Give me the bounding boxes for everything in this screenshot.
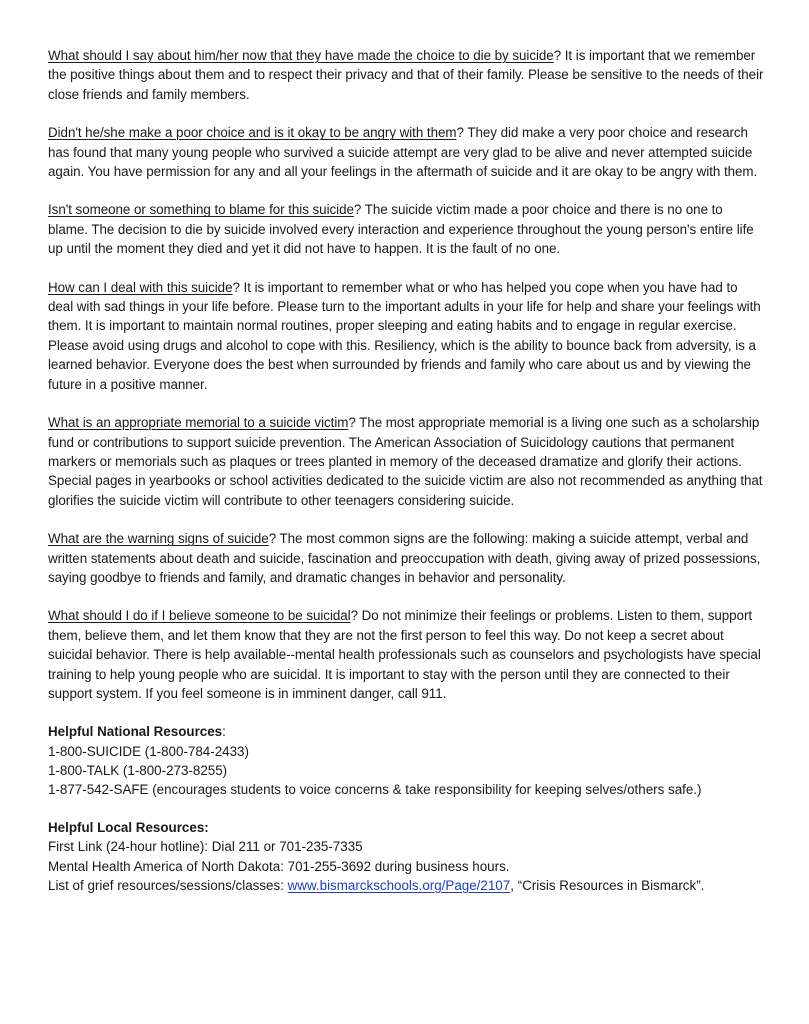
faq-question: How can I deal with this suicide: [48, 279, 233, 295]
national-resource-line: 1-877-542-SAFE (encourages students to voice concerns & take responsibility for keeping selves/others safe.): [48, 781, 702, 797]
faq-item: [48, 413, 764, 510]
grief-resources-line: [48, 876, 764, 895]
faq-question: What should I do if I believe someone to be suicidal: [48, 608, 351, 624]
bismarck-schools-link[interactable]: www.bismarckschools.org/Page/2107: [287, 877, 511, 893]
national-resources-section: [48, 722, 764, 799]
grief-resources-prefix: List of grief resources/sessions/classes:: [48, 877, 288, 893]
local-resource-line: Mental Health America of North Dakota: 701-255-3692 during business hours.: [48, 858, 510, 874]
local-resource-line: First Link (24-hour hotline): Dial 211 or 701-235-7335: [48, 839, 363, 855]
national-resource-line: 1-800-TALK (1-800-273-8255): [48, 762, 228, 778]
faq-item: [48, 606, 764, 703]
document-page: [48, 46, 764, 914]
faq-question: Isn't someone or something to blame for this suicide: [48, 202, 354, 218]
faq-answer: ? It is important to remember what or who has helped you cope when you have had to deal with sad things in your life before. Please turn to the important adults in your life for help and share your feelings with them. It is important to maintain normal routines, proper sleeping and eating habits and to engage in regular exercise. Please avoid using drugs and alcohol to cope with this. Resiliency, which is the ability to bounce back from adversity, is a learned behavior. Everyone does the best when surrounded by friends and family who care about us and by viewing the future in a positive manner.: [48, 279, 761, 392]
faq-item: [48, 123, 764, 181]
national-resources-heading-colon: :: [222, 724, 226, 740]
faq-question: What are the warning signs of suicide: [48, 531, 269, 547]
faq-answer: ? It is important that we remember the positive things about them and to respect their privacy and that of their family. Please be sensitive to the needs of their close friends and family members.: [48, 48, 764, 102]
faq-question: What is an appropriate memorial to a suicide victim: [48, 415, 349, 431]
faq-answer: ? The most appropriate memorial is a living one such as a scholarship fund or contributions to support suicide prevention. The American Association of Suicidology cautions that permanent markers or memorials such as plaques or trees planted in memory of the deceased dramatize and glorify their actions. Special pages in yearbooks or school activities dedicated to the suicide victim are also not recommended as anything that glorifies the suicide victim will contribute to other teenagers considering suicide.: [48, 415, 763, 508]
faq-answer: ? Do not minimize their feelings or problems. Listen to them, support them, believe them, and let them know that they are not the first person to feel this way. Do not keep a secret about suicidal behavior. There is help available--mental health professionals such as counselors and psychologists have special training to help young people who are suicidal. It is important to stay with the person until they are connected to their support system. If you feel someone is in imminent danger, call 911.: [48, 608, 761, 701]
faq-question: Didn't he/she make a poor choice and is it okay to be angry with them: [48, 125, 457, 141]
national-resource-line: 1-800-SUICIDE (1-800-784-2433): [48, 743, 249, 759]
faq-answer: ? The most common signs are the following: making a suicide attempt, verbal and written statements about death and suicide, fascination and preoccupation with death, giving away of prized possessions, saying goodbye to friends and family, and dramatic changes in behavior and personality.: [48, 531, 761, 585]
local-resources-heading: Helpful Local Resources:: [48, 820, 209, 836]
local-resources-section: [48, 818, 764, 895]
faq-item: [48, 278, 764, 394]
faq-item: [48, 529, 764, 587]
national-resources-heading-line: [48, 722, 764, 741]
faq-answer: ? They did make a very poor choice and research has found that many young people who survived a suicide attempt are very glad to be alive and never attempted suicide again. You have permission for any and all your feelings in the aftermath of suicide and it are okay to be angry with them.: [48, 125, 758, 180]
grief-resources-suffix: , “Crisis Resources in Bismarck”.: [510, 877, 705, 893]
faq-question: What should I say about him/her now that they have made the choice to die by suicide: [48, 48, 554, 63]
national-resources-heading: Helpful National Resources: [48, 724, 223, 740]
faq-item: [48, 46, 764, 104]
faq-item: [48, 200, 764, 258]
faq-answer: ? The suicide victim made a poor choice and there is no one to blame. The decision to die by suicide involved every interaction and experience throughout the young person's entire life up until the moment they died and yet it did not have to happen. It is the fault of no one.: [48, 202, 754, 257]
